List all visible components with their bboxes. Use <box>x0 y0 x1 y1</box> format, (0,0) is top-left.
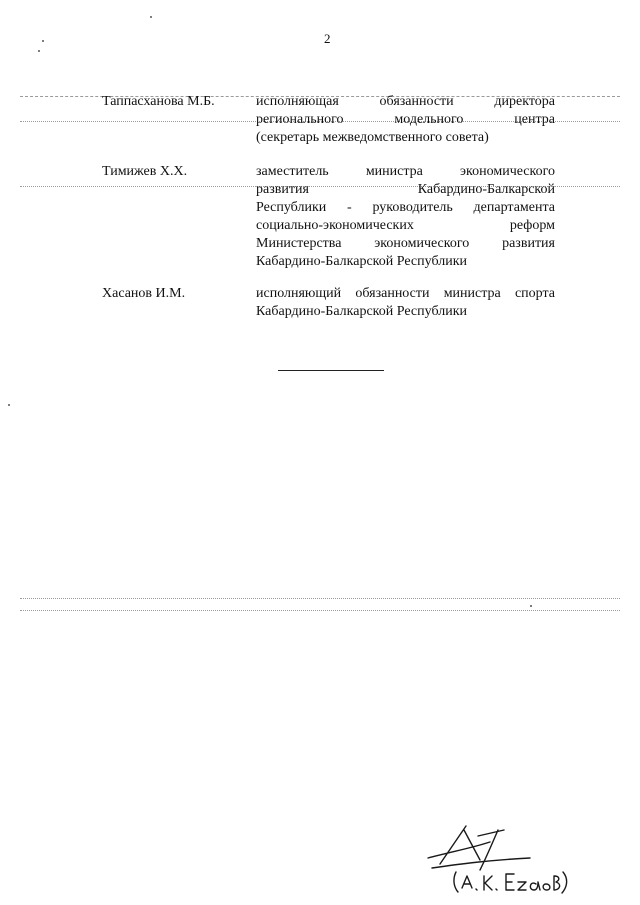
scan-artifact-dot <box>8 404 10 406</box>
role-line: социально-экономических реформ <box>256 218 555 233</box>
member-role <box>256 285 555 321</box>
member-role <box>256 93 555 147</box>
member-name: Тимижев Х.Х. <box>102 164 188 179</box>
role-line: Министерства экономического развития <box>256 236 555 251</box>
scan-artifact-dot <box>42 40 44 42</box>
role-line: Кабардино-Балкарской Республики <box>256 254 467 269</box>
member-name: Хасанов И.М. <box>102 286 186 301</box>
role-line: регионального модельного центра <box>256 112 555 127</box>
role-line: Республики - руководитель департамента <box>256 200 555 215</box>
role-line: исполняющий обязанности министра спорта <box>256 286 555 301</box>
handwritten-signature <box>420 818 570 898</box>
role-line: развития Кабардино-Балкарской <box>256 182 555 197</box>
page-number: 2 <box>324 31 331 46</box>
scan-artifact-line <box>20 610 620 611</box>
scan-artifact-dot <box>530 605 532 607</box>
role-line: (секретарь межведомственного совета) <box>256 130 489 145</box>
scan-artifact-dot <box>150 16 152 18</box>
role-line: исполняющая обязанности директора <box>256 94 555 109</box>
member-role <box>256 163 555 271</box>
role-line: Кабардино-Балкарской Республики <box>256 304 467 319</box>
section-divider <box>278 370 384 371</box>
scan-artifact-dot <box>38 50 40 52</box>
role-line: заместитель министра экономического <box>256 164 555 179</box>
scan-artifact-line <box>20 598 620 599</box>
member-name: Таппасханова М.Б. <box>102 94 215 109</box>
